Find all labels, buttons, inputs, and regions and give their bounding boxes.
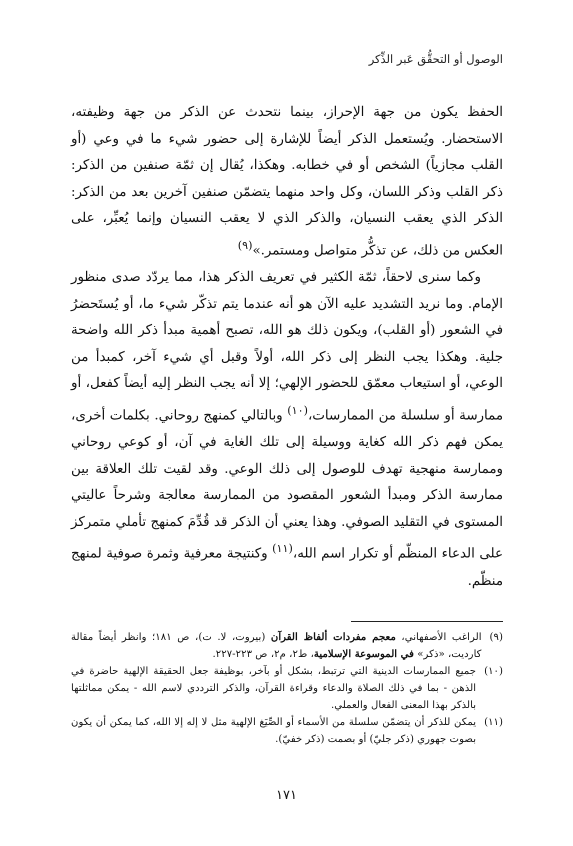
footnote-9-book-title: معجم مفردات ألفاظ القرآن [270, 631, 396, 643]
footnote-9-details: (بيروت، لا. ت)، ص ١٨١؛ وانظر أيضاً مقالة كارديت، «ذكر» [71, 632, 482, 660]
footnote-9-encyclopedia: في الموسوعة الإسلامية [313, 648, 415, 660]
footnote-number: (١٠) [484, 666, 503, 677]
body-text [71, 100, 503, 595]
paragraph-2-part-a: وكما سنرى لاحقاً، ثمّة الكثير في تعريف الذكر هذا، مما يردّد صدى منظور الإمام. وما نريد التشديد عليه الآن هو أنه عندما يتم تذكّر شيء ما، أو يُستَحضرُ في الشعور (أو القلب)، ويكون ذلك هو الله، تصبح أهمية مبدأ ذكر الله واضحة جلية. وهكذا يجب النظر إلى ذكر الله، أولاً وقبل أي شيء آخر، كمبدأ من الوعي، أو استيعاب معمّق للحضور الإلهي؛ إلا أنه يجب النظر إليه أيضاً كفعل، أو ممارسة أو سلسلة من الممارسات، [71, 270, 503, 424]
footnote-11 [71, 714, 503, 748]
footnote-number: (١١) [484, 717, 503, 728]
footnote-10 [71, 663, 503, 714]
paragraph-2 [71, 265, 503, 595]
footnote-ref-11: (١١) [272, 542, 293, 556]
footnote-text: يمكن للذكر أن يتضمّن سلسلة من الأسماء أو الصِّيَغ الإلهية مثل لا إله إلا الله، كما يمكن أن يكون بصوت جهوري (ذكر جليّ) أو بصمت (ذكر خفيّ). [71, 717, 477, 745]
footnote-9-author: الراغب الأصفهاني، [395, 632, 482, 643]
page-number: ١٧١ [276, 788, 297, 803]
paragraph-1 [71, 100, 503, 265]
footnote-separator [351, 621, 503, 622]
paragraph-2-part-b: وبالتالي كمنهج روحاني. بكلمات أخرى، يمكن فهم ذكر الله كغاية ووسيلة إلى تلك الغاية في آن، أو كوعي روحاني وممارسة منهجية تهدف للوصول إلى ذلك الوعي. وقد لقيت تلك العلاقة بين ممارسة الذكر ومبدأ الشعور المقصود من الممارسة معالجة وشرحاً عاليتي المستوى في التقليد الصوفي. وهذا يعني أن الذكر قد قُدِّمَ كمنهج تأملي متمركز على الدعاء المنظّم أو تكرار اسم الله، [71, 408, 503, 562]
footnote-number: (٩) [489, 632, 503, 643]
footnote-text: جميع الممارسات الدينية التي ترتبط، بشكل أو بآخر، بوظيفة جعل الحقيقة الإلهية حاضرة في الذهن - بما في ذلك الصلاة والدعاء وقراءة القرآن، والذكر الترددي لاسم الله - يمكن مماثلتها بالذكر بهذا المعنى الفعال والعملي. [71, 666, 477, 711]
footnote-text [71, 629, 482, 663]
footnote-ref-9: (٩) [237, 238, 253, 252]
footnotes [71, 629, 503, 748]
running-header: الوصول أو التحقُّق عَبر الذِّكر [368, 52, 503, 66]
paragraph-1-text: الحفظ يكون من جهة الإحراز، بينما نتحدث عن الذكر من جهة وظيفته، الاستحضار. ويُستعمل الذكر أيضاً للإشارة إلى حضور شيء ما في وعي (أو القلب مجازياً) الشخص أو في خطابه. وهكذا، يُقال إن ثمّة صنفين من الذكر: ذكر القلب وذكر اللسان، وكل واحد منهما يتضمّن صنفين آخرين بعد من الذكر: الذكر الذي يعقب النسيان، والذكر الذي لا يعقب النسيان وإنما يُعبِّر، على العكس من ذلك، عن تذكُّر متواصل ومستمر.» [71, 105, 503, 259]
footnote-ref-10: (١٠) [287, 404, 308, 417]
footnote-9 [71, 629, 503, 663]
footnote-9-pages: ، ط٢، م٢، ص ٢٢٣-٢٢٧. [212, 649, 314, 660]
paragraph-2-part-c: وكنتيجة معرفية وثمرة صوفية لمنهج منظّم. [71, 546, 503, 589]
